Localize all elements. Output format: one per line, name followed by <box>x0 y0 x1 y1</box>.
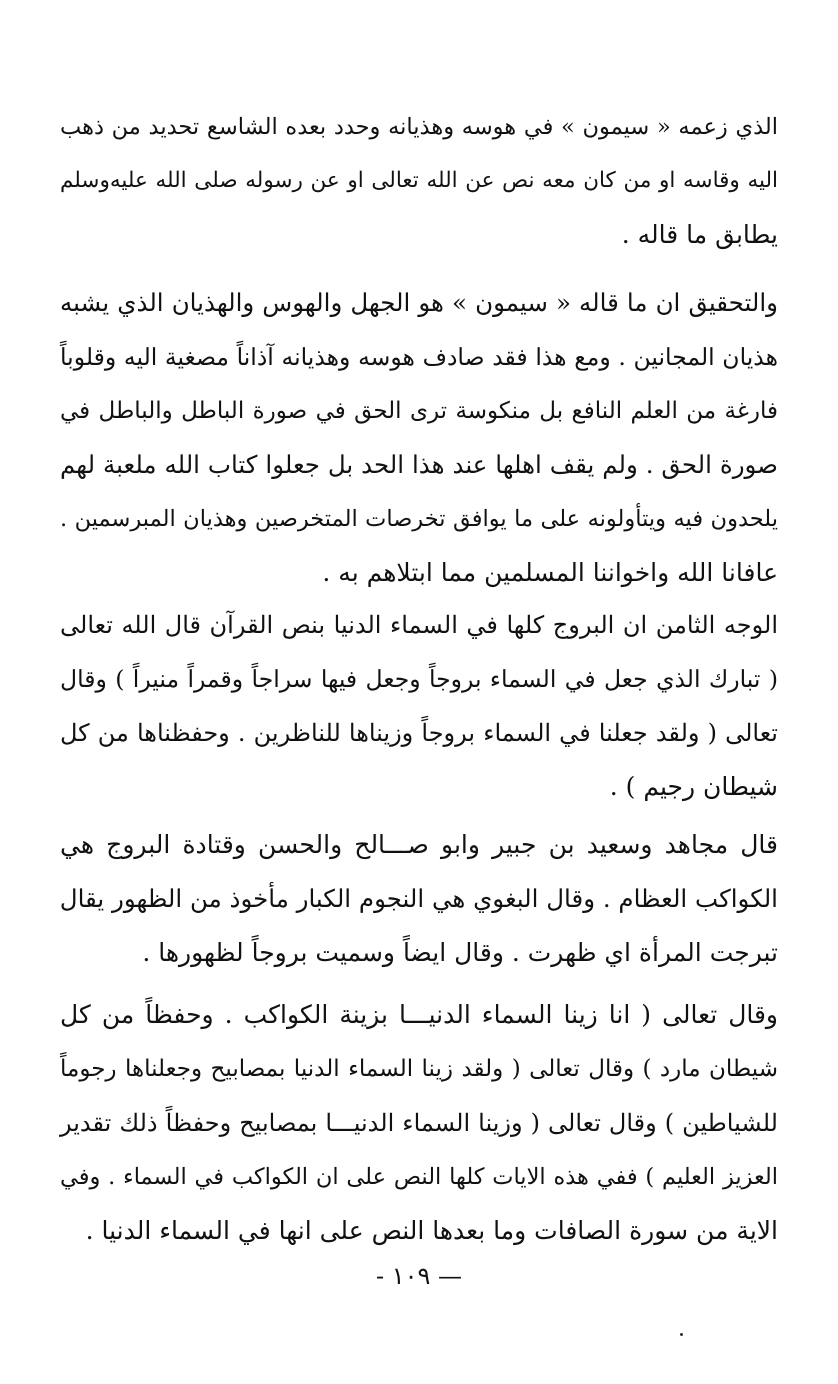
text-line: العزيز العليم ) ففي هذه الايات كلها النص على ان الكواكب في السماء . وفي <box>60 1164 778 1190</box>
text-line: وقال تعالى ( انا زينا السماء الدنيـــا بزينة الكواكب . وحفظاً من كل <box>60 1000 778 1029</box>
paragraph-1 <box>60 100 778 262</box>
page-number: — ١٠٩ - <box>375 1262 463 1290</box>
text-line: والتحقيق ان ما قاله « سيمون » هو الجهل والهوس والهذيان الذي يشبه <box>60 288 778 317</box>
text-line: يطابق ما قاله . <box>621 220 778 249</box>
text-line: هذيان المجانين . ومع هذا فقد صادف هوسه وهذيانه آذاناً مصغية اليه وقلوباً <box>60 343 778 371</box>
text-line: الاية من سورة الصافات وما بعدها النص على انها في السماء الدنيا . <box>85 1216 778 1245</box>
text-line: اليه وقاسه او من كان معه نص عن الله تعالى او عن رسوله صلى الله عليه‌وسلم <box>60 168 778 193</box>
scan-speck <box>680 1333 683 1336</box>
text-line: للشياطين ) وقال تعالى ( وزينا السماء الدنيـــا بمصابيح وحفظاً ذلك تقدير <box>60 1109 778 1137</box>
text-line: الوجه الثامن ان البروج كلها في السماء الدنيا بنص القرآن قال الله تعالى <box>60 611 778 639</box>
text-line: صورة الحق . ولم يقف اهلها عند هذا الحد بل جعلوا كتاب الله ملعبة لهم <box>60 450 778 479</box>
text-line: شيطان مارد ) وقال تعالى ( ولقد زينا السماء الدنيا بمصابيح وجعلناها رجوماً <box>60 1056 778 1082</box>
paragraph-4 <box>60 818 778 980</box>
paragraph-2 <box>60 276 778 600</box>
text-line: عافانا الله واخواننا المسلمين مما ابتلاهم به . <box>322 558 778 587</box>
paragraph-3 <box>60 598 778 814</box>
paragraph-5 <box>60 988 778 1258</box>
text-line: فارغة من العلم النافع بل منكوسة ترى الحق في صورة الباطل والباطل في <box>60 398 778 424</box>
text-line: تبرجت المرأة اي ظهرت . وقال ايضاً وسميت بروجاً لظهورها . <box>142 938 778 967</box>
text-line: الكواكب العظام . وقال البغوي هي النجوم الكبار مأخوذ من الظهور يقال <box>59 884 778 913</box>
text-line: ( تبارك الذي جعل في السماء بروجاً وجعل فيها سراجاً وقمراً منيراً ) وقال <box>60 665 778 693</box>
text-line: قال مجاهد وسعيد بن جبير وابو صـــالح والحسن وقتادة البروج هي <box>60 830 778 859</box>
text-line: يلحدون فيه ويتأولونه على ما يوافق تخرصات المتخرصين وهذيان المبرسمين . <box>60 506 778 532</box>
text-line: الذي زعمه « سيمون » في هوسه وهذيانه وحدد بعده الشاسع تحديد من ذهب <box>60 114 778 140</box>
text-line: تعالى ( ولقد جعلنا في السماء بروجاً وزيناها للناظرين . وحفظناها من كل <box>60 719 778 747</box>
text-line: شيطان رجيم ) . <box>609 772 778 801</box>
